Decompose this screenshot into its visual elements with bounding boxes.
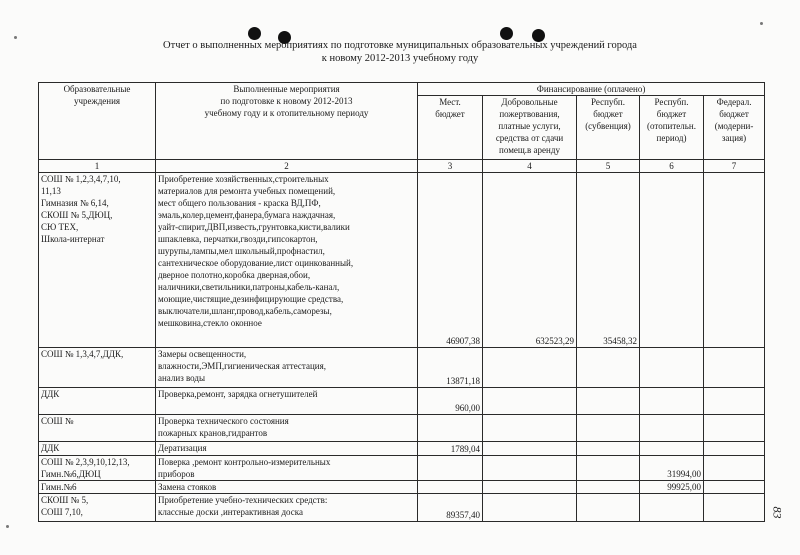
- donations-cell: 632523,29: [483, 173, 577, 348]
- institution-cell: СОШ № 1,2,3,4,7,10, 11,13 Гимназия № 6,14, СКОШ № 5,ДЮЦ, СЮ ТЕХ, Школа-интернат: [39, 173, 156, 348]
- page-number-mark: 83: [770, 506, 785, 519]
- column-number: 4: [483, 160, 577, 173]
- column-number-row: [39, 160, 765, 173]
- table-row: [39, 388, 765, 415]
- federal-cell: [704, 442, 765, 456]
- work-cell: Замена стояков: [156, 481, 418, 494]
- subvention-cell: [577, 348, 640, 388]
- local-budget-cell: [418, 415, 483, 442]
- subvention-cell: 35458,32: [577, 173, 640, 348]
- column-number: 7: [704, 160, 765, 173]
- local-budget-cell: 13871,18: [418, 348, 483, 388]
- table-row: [39, 481, 765, 494]
- federal-cell: [704, 348, 765, 388]
- document-title: [110, 39, 690, 65]
- subvention-cell: [577, 388, 640, 415]
- heating-cell: [640, 388, 704, 415]
- heating-cell: [640, 173, 704, 348]
- institution-cell: ДДК: [39, 442, 156, 456]
- title-line-1: Отчет о выполненных мероприятиях по подготовке муниципальных образовательных учреждений города: [163, 40, 637, 51]
- subvention-cell: [577, 415, 640, 442]
- table-row: [39, 456, 765, 481]
- column-number: 6: [640, 160, 704, 173]
- donations-cell: [483, 494, 577, 522]
- header-donations: Добровольные пожертвования, платные услуги, средства от сдачи помещ.в аренду: [483, 96, 577, 160]
- subvention-cell: [577, 481, 640, 494]
- table-row: [39, 415, 765, 442]
- donations-cell: [483, 442, 577, 456]
- donations-cell: [483, 415, 577, 442]
- table-row: [39, 494, 765, 522]
- work-cell: Поверка ,ремонт контрольно-измерительных приборов: [156, 456, 418, 481]
- header-works: Выполненные мероприятия по подготовке к новому 2012-2013 учебному году и к отопительному периоду: [156, 83, 418, 160]
- heating-cell: [640, 348, 704, 388]
- heating-cell: [640, 442, 704, 456]
- heating-cell: [640, 415, 704, 442]
- federal-cell: [704, 388, 765, 415]
- institution-cell: Гимн.№6: [39, 481, 156, 494]
- federal-cell: [704, 456, 765, 481]
- donations-cell: [483, 456, 577, 481]
- header-local-budget: Мест. бюджет: [418, 96, 483, 160]
- scan-speck: [6, 525, 9, 528]
- work-cell: Проверка,ремонт, зарядка огнетушителей: [156, 388, 418, 415]
- local-budget-cell: [418, 456, 483, 481]
- federal-cell: [704, 173, 765, 348]
- column-number: 2: [156, 160, 418, 173]
- heating-cell: 31994,00: [640, 456, 704, 481]
- federal-cell: [704, 494, 765, 522]
- work-cell: Замеры освещенности, влажности,ЭМП,гигиеническая аттестация, анализ воды: [156, 348, 418, 388]
- table-row: [39, 348, 765, 388]
- institution-cell: СКОШ № 5, СОШ 7,10,: [39, 494, 156, 522]
- column-number: 5: [577, 160, 640, 173]
- header-institutions: Образовательные учреждения: [39, 83, 156, 160]
- report-table: [38, 82, 765, 522]
- subvention-cell: [577, 442, 640, 456]
- column-number: 3: [418, 160, 483, 173]
- work-cell: Дератизация: [156, 442, 418, 456]
- donations-cell: [483, 481, 577, 494]
- local-budget-cell: [418, 481, 483, 494]
- donations-cell: [483, 348, 577, 388]
- header-financing: Финансирование (оплачено): [418, 83, 765, 96]
- federal-cell: [704, 481, 765, 494]
- institution-cell: СОШ № 1,3,4,7,ДДК,: [39, 348, 156, 388]
- federal-cell: [704, 415, 765, 442]
- table-row: [39, 173, 765, 348]
- subvention-cell: [577, 494, 640, 522]
- header-federal-budget: Федерал. бюджет (модерни- зация): [704, 96, 765, 160]
- scan-speck: [14, 36, 17, 39]
- work-cell: Приобретение хозяйственных,строительных материалов для ремонта учебных помещений, мест общего пользования - краска ВД,ПФ, эмаль,колер,цемент,фанера,бумага наждачная, уайт-спирит,ДВП,известь,грунтовка,кисти,валики шпаклевка, перчатки,гвозди,гипсокартон, шурупы,лампы,мел школьный,профнастил, сантехническое оборудование,лист оцинкованный, дверное полотно,коробка дверная,обои, наличники,светильники,патроны,кабель-канал, моющие,чистящие,дезинфицирующие средства, выключатели,шланг,провод,кабель,саморезы, мешковина,стекло оконное: [156, 173, 418, 348]
- column-number: 1: [39, 160, 156, 173]
- header-republic-heating: Респубп. бюджет (отопительн. период): [640, 96, 704, 160]
- local-budget-cell: 46907,38: [418, 173, 483, 348]
- institution-cell: СОШ №: [39, 415, 156, 442]
- heating-cell: 99925,00: [640, 481, 704, 494]
- subvention-cell: [577, 456, 640, 481]
- local-budget-cell: 960,00: [418, 388, 483, 415]
- work-cell: Приобретение учебно-технических средств: классные доски ,интерактивная доска: [156, 494, 418, 522]
- heating-cell: [640, 494, 704, 522]
- work-cell: Проверка технического состояния пожарных кранов,гидрантов: [156, 415, 418, 442]
- institution-cell: СОШ № 2,3,9,10,12,13, Гимн.№6,ДЮЦ: [39, 456, 156, 481]
- title-line-2: к новому 2012-2013 учебному году: [321, 53, 479, 64]
- header-republic-subvention: Респубп. бюджет (субвенция): [577, 96, 640, 160]
- donations-cell: [483, 388, 577, 415]
- local-budget-cell: 1789,04: [418, 442, 483, 456]
- local-budget-cell: 89357,40: [418, 494, 483, 522]
- table-row: [39, 442, 765, 456]
- scan-speck: [760, 22, 763, 25]
- institution-cell: ДДК: [39, 388, 156, 415]
